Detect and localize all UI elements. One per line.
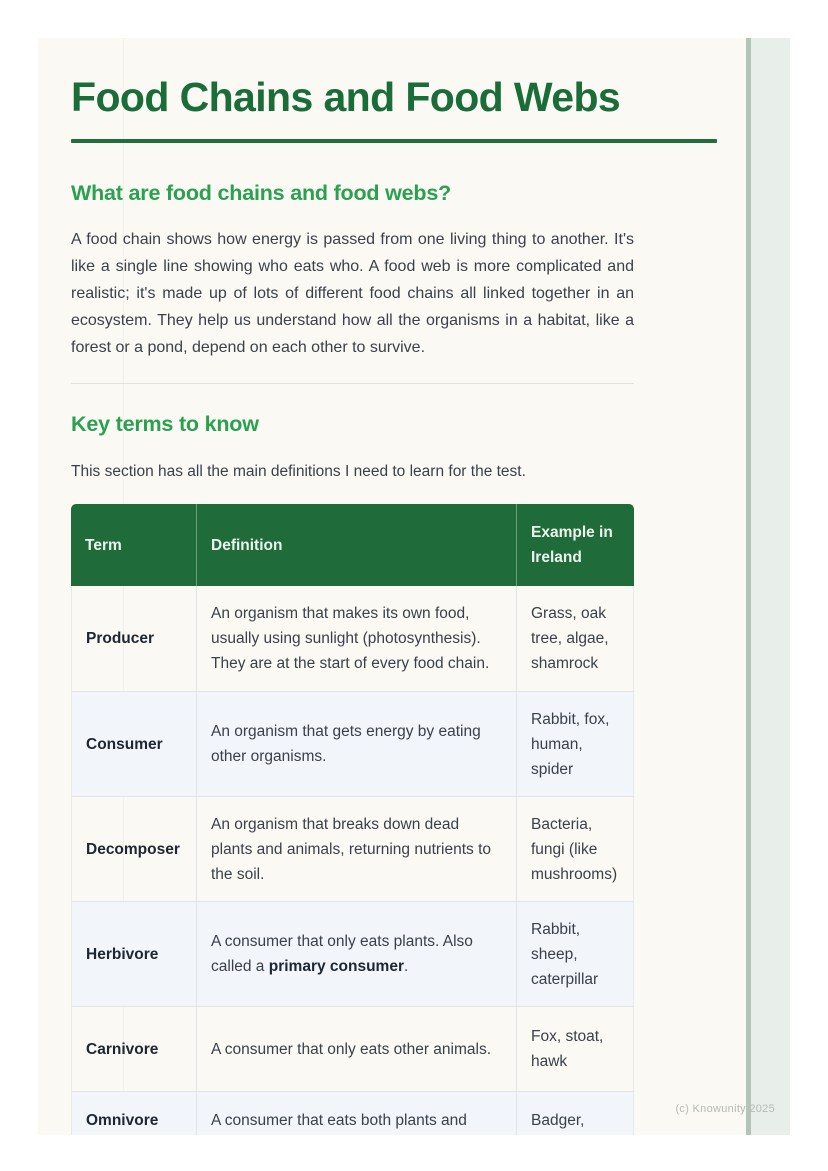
- page-content: [38, 74, 790, 1135]
- term-cell: Carnivore: [71, 1007, 196, 1092]
- column-header-example: Example in Ireland: [516, 504, 634, 586]
- page-title: Food Chains and Food Webs: [71, 74, 621, 120]
- table-row-decomposer: [71, 797, 634, 902]
- term-cell: Decomposer: [71, 797, 196, 902]
- definition-bold-text: primary consumer: [268, 958, 404, 975]
- definition-cell: An organism that makes its own food, usually using sunlight (photosynthesis). They are at the start of every food chain.: [196, 586, 516, 692]
- table-header-row: [71, 504, 634, 586]
- definition-cell: An organism that breaks down dead plants and animals, returning nutrients to the soil.: [196, 797, 516, 902]
- section-heading-what-are: What are food chains and food webs?: [71, 181, 452, 205]
- definition-text: A consumer that only eats plants. Also called a: [211, 933, 473, 975]
- section-heading-key-terms: Key terms to know: [71, 412, 259, 436]
- term-cell: Herbivore: [71, 902, 196, 1007]
- example-cell: Rabbit, sheep, caterpillar: [516, 902, 634, 1007]
- example-cell: Fox, stoat, hawk: [516, 1007, 634, 1092]
- definition-cell: A consumer that only eats other animals.: [196, 1007, 516, 1092]
- table-row-herbivore: [71, 902, 634, 1007]
- term-cell: Producer: [71, 586, 196, 692]
- table-row-producer: [71, 586, 634, 692]
- example-cell: Bacteria, fungi (like mushrooms): [516, 797, 634, 902]
- key-terms-table: [71, 504, 634, 1135]
- definition-cell: An organism that gets energy by eating other organisms.: [196, 692, 516, 797]
- example-cell: Badger,: [516, 1092, 634, 1135]
- section-divider: [71, 383, 634, 384]
- column-header-term: Term: [71, 504, 196, 586]
- example-cell: Rabbit, fox, human, spider: [516, 692, 634, 797]
- definition-cell: [196, 902, 516, 1007]
- table-row-consumer: [71, 692, 634, 797]
- table-row-omnivore: [71, 1092, 634, 1135]
- term-cell: Consumer: [71, 692, 196, 797]
- definition-cell: A consumer that eats both plants and: [196, 1092, 516, 1135]
- title-underline-rule: [71, 139, 717, 143]
- intro-paragraph: A food chain shows how energy is passed from one living thing to another. It's like a single line showing who eats who. A food web is more complicated and realistic; it's made up of lots of different food chains all linked together in an ecosystem. They help us understand how all the organisms in a habitat, like a forest or a pond, depend on each other to survive.: [71, 231, 634, 356]
- watermark: (c) Knowunity 2025: [675, 1103, 775, 1115]
- column-header-definition: Definition: [196, 504, 516, 586]
- term-cell: Omnivore: [71, 1092, 196, 1135]
- table-row-carnivore: [71, 1007, 634, 1092]
- definition-text: .: [403, 958, 409, 975]
- note-page: [38, 38, 790, 1135]
- example-cell: Grass, oak tree, algae, shamrock: [516, 586, 634, 692]
- key-terms-intro: This section has all the main definitions I need to learn for the test.: [71, 463, 526, 480]
